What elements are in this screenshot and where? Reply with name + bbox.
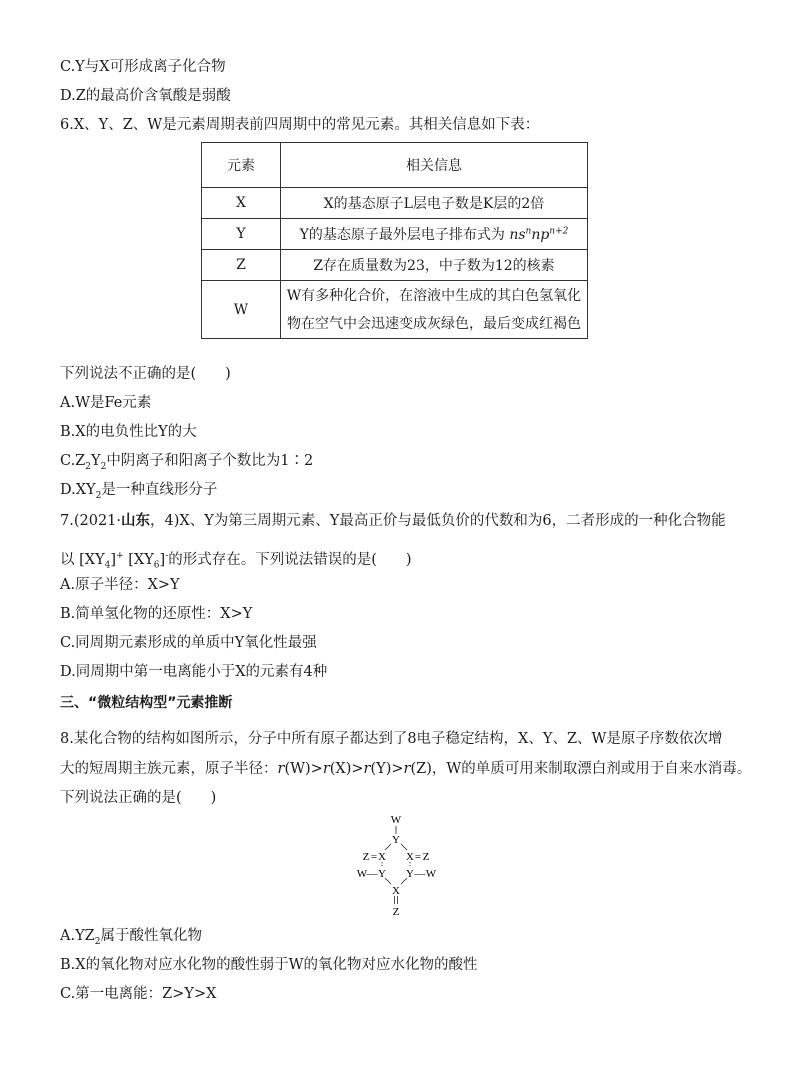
atom-z-bottom: Z (392, 906, 400, 918)
table-header-info: 相关信息 (281, 143, 588, 188)
section-title: 三、“微粒结构型”元素推断 (60, 695, 233, 711)
atom-x-left: X (378, 851, 386, 863)
table-cell-element: W (202, 281, 281, 339)
atom-w-right: W (425, 868, 437, 880)
q6-option-a: A.W是Fe元素 (60, 395, 152, 411)
bond-single-left: — (366, 868, 378, 880)
atom-y-left: Y (378, 868, 386, 880)
q5-option-d: D.Z的最高价含氧酸是弱酸 (60, 88, 231, 104)
table-header-element: 元素 (202, 143, 281, 188)
q6-option-d: $D.XY_2$是一种直线形分子 (60, 482, 218, 501)
q7-option-b: B.简单氢化物的还原性：X>Y (60, 606, 253, 622)
q7-stem-line2: 以 $[XY_4]^+$ $[XY_6]^-$的形式存在。下列说法错误的是( ) (60, 551, 412, 571)
structure-diagram (350, 812, 446, 920)
atom-w-left: W (356, 868, 368, 880)
q6-stem: 6.X、Y、Z、W是元素周期表前四周期中的常见元素。其相关信息如下表： (60, 117, 540, 133)
table-cell-info: W有多种化合价，在溶液中生成的其白色氢氧化 物在空气中会迅速变成灰绿色，最后变成红褐色 (281, 281, 588, 339)
q8-stem-line2: 大的短周期主族元素，原子半径：r(W)>r(X)>r(Y)>r(Z)，W的单质可用来制取漂白剂或用于自来水消毒。 (60, 761, 752, 777)
q6-option-b: B.X的电负性比Y的大 (60, 424, 197, 440)
q8-stem-line3: 下列说法正确的是( ) (60, 790, 217, 806)
q6-question: 下列说法不正确的是( ) (60, 366, 231, 382)
bond-double-left: = (370, 851, 378, 863)
table-cell-element: Z (202, 250, 281, 281)
q7-option-c: C.同周期元素形成的单质中Y氧化性最强 (60, 635, 317, 651)
table-cell-info: X的基态原子L层电子数是K层的2倍 (281, 188, 588, 219)
atom-y-top: Y (392, 834, 400, 846)
q8-option-c: C.第一电离能：Z>Y>X (60, 986, 217, 1002)
table-cell-element: X (202, 188, 281, 219)
atom-y-right: Y (406, 868, 414, 880)
table-cell-info: Y的基态原子最外层电子排布式为 $ns^nnp^{n+2}$ (281, 219, 588, 250)
element-info-table (201, 142, 588, 339)
q7-stem-line1: 7.(2021·山东，4)X、Y为第三周期元素、Y最高正价与最低负价的代数和为6，二者形成的一种化合物能 (60, 512, 726, 529)
q7-option-d: D.同周期中第一电离能小于X的元素有4种 (60, 664, 328, 680)
atom-w-top: W (390, 814, 402, 826)
table-cell-element: Y (202, 219, 281, 250)
bond-single-right: — (414, 868, 426, 880)
atom-x-right: X (406, 851, 414, 863)
bond-double-right: = (414, 851, 422, 863)
atom-z-right: Z (422, 851, 430, 863)
q5-option-c: C.Y与X可形成离子化合物 (60, 59, 226, 75)
table-cell-info: Z存在质量数为23，中子数为12的核素 (281, 250, 588, 281)
q7-option-a: A.原子半径：X>Y (60, 577, 180, 593)
q8-option-a: $A.YZ_2$属于酸性氧化物 (60, 928, 202, 947)
q6-option-c: $C.Z_2Y_2$中阴离子和阳离子个数比为1∶2 (60, 453, 314, 472)
q8-option-b: B.X的氧化物对应水化物的酸性弱于W的氧化物对应水化物的酸性 (60, 957, 478, 973)
q8-stem-line1: 8.某化合物的结构如图所示，分子中所有原子都达到了8电子稳定结构，X、Y、Z、W是原子序数依次增 (60, 731, 723, 747)
atom-x-bottom: X (392, 885, 400, 897)
atom-z-left: Z (362, 851, 370, 863)
